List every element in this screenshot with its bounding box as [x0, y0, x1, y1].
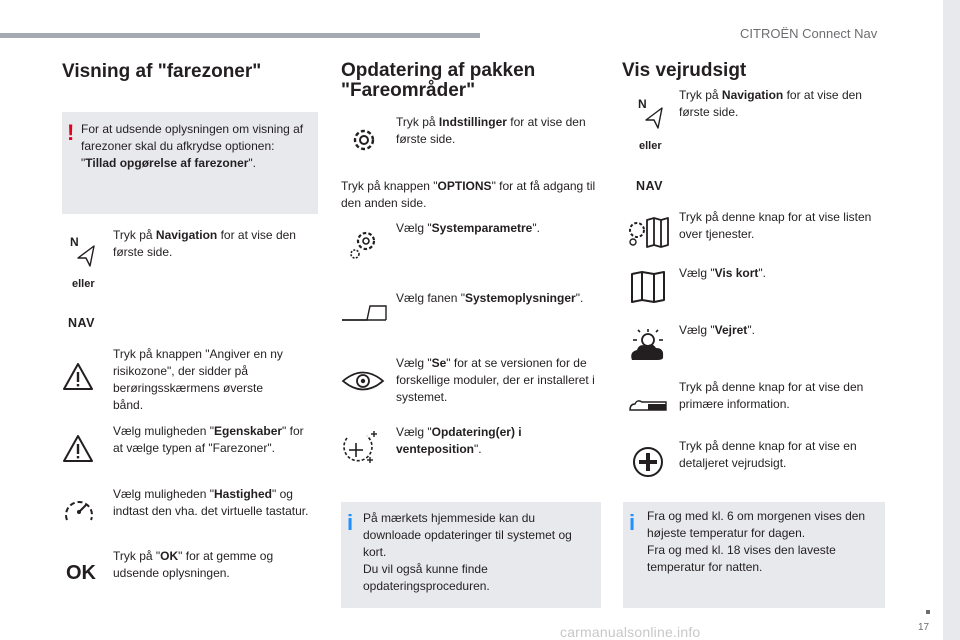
step-see: Vælg "Se" for at se versionen for de forskellige moduler, der er installeret i systemet.: [396, 356, 595, 404]
warning-text: For at udsende oplysningen om visning af farezoner skal du afkrydse optionen: "Tillad opgørelse af farezoner".: [81, 122, 304, 170]
ok-button-label: OK: [66, 562, 96, 584]
warning-mark-icon: !: [67, 120, 75, 145]
warning-triangle-icon: [62, 434, 94, 464]
info-note-updates: [341, 502, 601, 608]
step-primary-info: Tryk på denne knap for at vise den primære information.: [679, 380, 864, 411]
step-properties: Vælg muligheden "Egenskaber" for at vælge typen af "Farezoner".: [113, 424, 304, 455]
watermark: carmanualsonline.info: [560, 624, 701, 640]
step-ok: Tryk på "OK" for at gemme og udsende oplysningen.: [113, 549, 274, 580]
step-system-info: Vælg fanen "Systemoplysninger".: [396, 291, 584, 305]
step-pending-update: Vælg "Opdatering(er) i venteposition".: [396, 425, 522, 456]
page-marker: [926, 610, 930, 614]
section-title-weather: Vis vejrudsigt: [622, 60, 747, 81]
info-mark-icon: i: [629, 510, 636, 535]
step-detailed-forecast: Tryk på denne knap for at vise en detaljeret vejrudsigt.: [679, 439, 857, 470]
svg-text:N: N: [70, 235, 79, 249]
step-navigation: Tryk på Navigation for at vise den første side.: [113, 228, 296, 259]
section-title-update-line2: "Fareområder": [341, 80, 476, 101]
weather-icon: [628, 328, 668, 362]
system-parameters-icon: [346, 228, 380, 262]
step-declare-zone: Tryk på knappen "Angiver en ny risikozone", der sidder på berøringsskærmens øverste bånd.: [113, 347, 283, 412]
step-system-parameters: Vælg "Systemparametre".: [396, 221, 540, 235]
warning-triangle-icon: [62, 362, 94, 392]
navigation-icon: [68, 234, 98, 268]
step-settings: Tryk på Indstillinger for at vise den første side.: [396, 115, 586, 146]
tab-icon: [341, 304, 387, 322]
info-note-temperature: [623, 502, 885, 608]
header-title: CITROËN Connect Nav: [740, 26, 878, 41]
map-icon: [630, 270, 666, 304]
nav-button-label: NAV: [636, 179, 663, 193]
pending-update-icon: [341, 430, 381, 466]
info-text-temperature: Fra og med kl. 6 om morgenen vises den højeste temperatur for dagen. Fra og med kl. 18 vises den laveste temperatur for natten.: [647, 509, 866, 574]
section-title-update-line1: Opdatering af pakken: [341, 60, 536, 81]
eye-icon: [341, 368, 385, 394]
step-show-map: Vælg "Vis kort".: [679, 266, 767, 280]
page-number: 17: [918, 622, 930, 633]
section-title-danger-zones: Visning af "farezoner": [62, 61, 262, 82]
plus-detail-icon: [632, 446, 664, 478]
step-services: Tryk på denne knap for at vise listen over tjenester.: [679, 210, 872, 241]
info-text-updates: På mærkets hjemmeside kan du downloade opdateringer til systemet og kort. Du vil også kunne finde opdateringsproceduren.: [363, 511, 572, 593]
settings-gear-icon: [349, 125, 379, 155]
speedometer-icon: [62, 494, 96, 524]
step-navigation-weather: Tryk på Navigation for at vise den første side.: [679, 88, 862, 119]
nav-button-label: NAV: [68, 316, 95, 330]
svg-text:N: N: [638, 97, 647, 111]
step-weather: Vælg "Vejret".: [679, 323, 755, 337]
navigation-icon: [636, 96, 666, 130]
or-label: eller: [639, 140, 662, 152]
services-map-gear-icon: [627, 216, 669, 248]
step-speed: Vælg muligheden "Hastighed" og indtast den vha. det virtuelle tastatur.: [113, 487, 309, 518]
side-strip: [943, 0, 960, 640]
info-mark-icon: i: [347, 510, 354, 535]
weather-bar-icon: [628, 396, 668, 412]
header-bar: [0, 33, 480, 38]
or-label: eller: [72, 278, 95, 290]
step-options: Tryk på knappen "OPTIONS" for at få adgang til den anden side.: [341, 179, 596, 210]
warning-note: [62, 112, 318, 214]
